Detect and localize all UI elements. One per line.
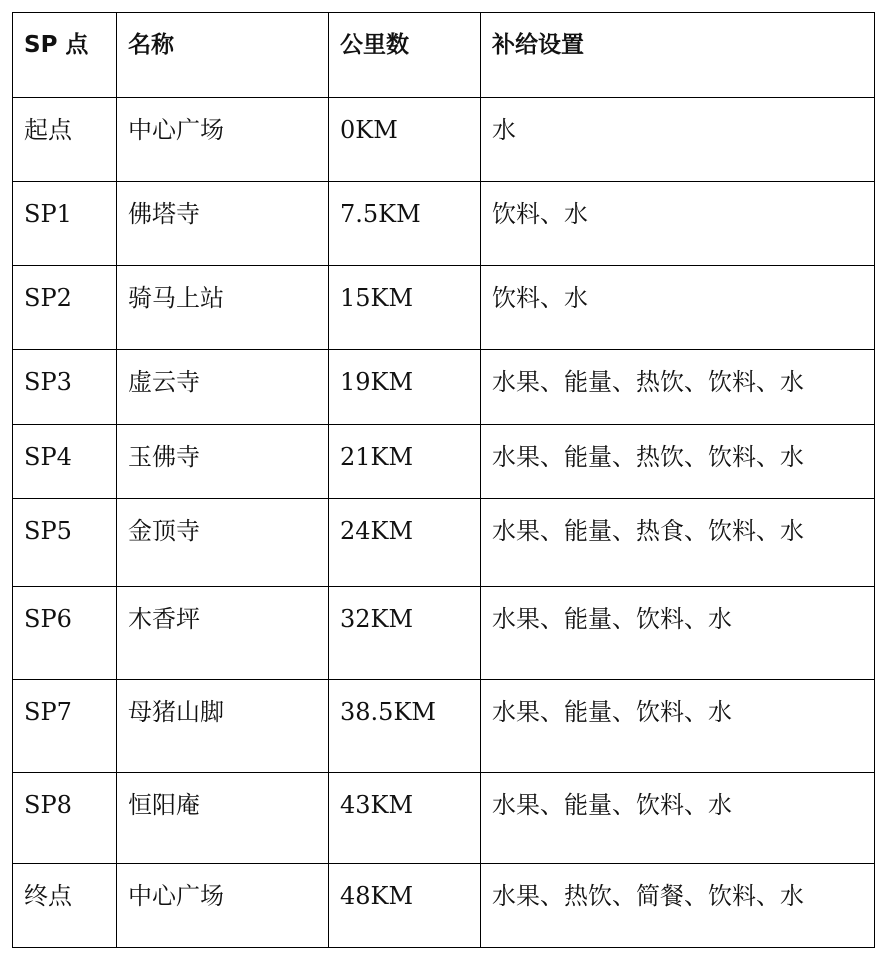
cell-supplies: 水果、能量、热饮、饮料、水	[481, 425, 875, 499]
cell-sp-point: SP7	[13, 680, 117, 773]
table-row	[13, 98, 875, 182]
table-row	[13, 182, 875, 266]
table-row	[13, 266, 875, 350]
cell-name: 虚云寺	[117, 350, 329, 425]
table-row	[13, 425, 875, 499]
table-row	[13, 773, 875, 864]
cell-distance: 43KM	[329, 773, 481, 864]
cell-distance: 32KM	[329, 587, 481, 680]
supply-station-table	[12, 12, 875, 948]
cell-distance: 7.5KM	[329, 182, 481, 266]
cell-name: 玉佛寺	[117, 425, 329, 499]
cell-supplies: 水	[481, 98, 875, 182]
cell-sp-point: 起点	[13, 98, 117, 182]
table-row	[13, 499, 875, 587]
header-distance: 公里数	[329, 13, 481, 98]
cell-sp-point: SP2	[13, 266, 117, 350]
cell-distance: 21KM	[329, 425, 481, 499]
cell-distance: 15KM	[329, 266, 481, 350]
cell-name: 恒阳庵	[117, 773, 329, 864]
cell-name: 中心广场	[117, 98, 329, 182]
cell-supplies: 饮料、水	[481, 182, 875, 266]
table-header-row	[13, 13, 875, 98]
cell-sp-point: SP4	[13, 425, 117, 499]
cell-supplies: 水果、能量、饮料、水	[481, 680, 875, 773]
cell-sp-point: SP6	[13, 587, 117, 680]
cell-name: 佛塔寺	[117, 182, 329, 266]
table-row	[13, 350, 875, 425]
cell-name: 母猪山脚	[117, 680, 329, 773]
cell-name: 金顶寺	[117, 499, 329, 587]
table-row	[13, 864, 875, 948]
cell-name: 中心广场	[117, 864, 329, 948]
cell-distance: 0KM	[329, 98, 481, 182]
cell-distance: 38.5KM	[329, 680, 481, 773]
cell-distance: 24KM	[329, 499, 481, 587]
cell-supplies: 水果、能量、热食、饮料、水	[481, 499, 875, 587]
cell-supplies: 水果、热饮、简餐、饮料、水	[481, 864, 875, 948]
cell-sp-point: 终点	[13, 864, 117, 948]
header-supplies: 补给设置	[481, 13, 875, 98]
cell-supplies: 水果、能量、热饮、饮料、水	[481, 350, 875, 425]
cell-sp-point: SP3	[13, 350, 117, 425]
cell-name: 木香坪	[117, 587, 329, 680]
header-sp-point: SP 点	[13, 13, 117, 98]
cell-distance: 19KM	[329, 350, 481, 425]
table-row	[13, 680, 875, 773]
cell-supplies: 水果、能量、饮料、水	[481, 773, 875, 864]
cell-name: 骑马上站	[117, 266, 329, 350]
cell-sp-point: SP8	[13, 773, 117, 864]
cell-sp-point: SP1	[13, 182, 117, 266]
table-row	[13, 587, 875, 680]
cell-distance: 48KM	[329, 864, 481, 948]
cell-supplies: 水果、能量、饮料、水	[481, 587, 875, 680]
cell-supplies: 饮料、水	[481, 266, 875, 350]
header-name: 名称	[117, 13, 329, 98]
cell-sp-point: SP5	[13, 499, 117, 587]
